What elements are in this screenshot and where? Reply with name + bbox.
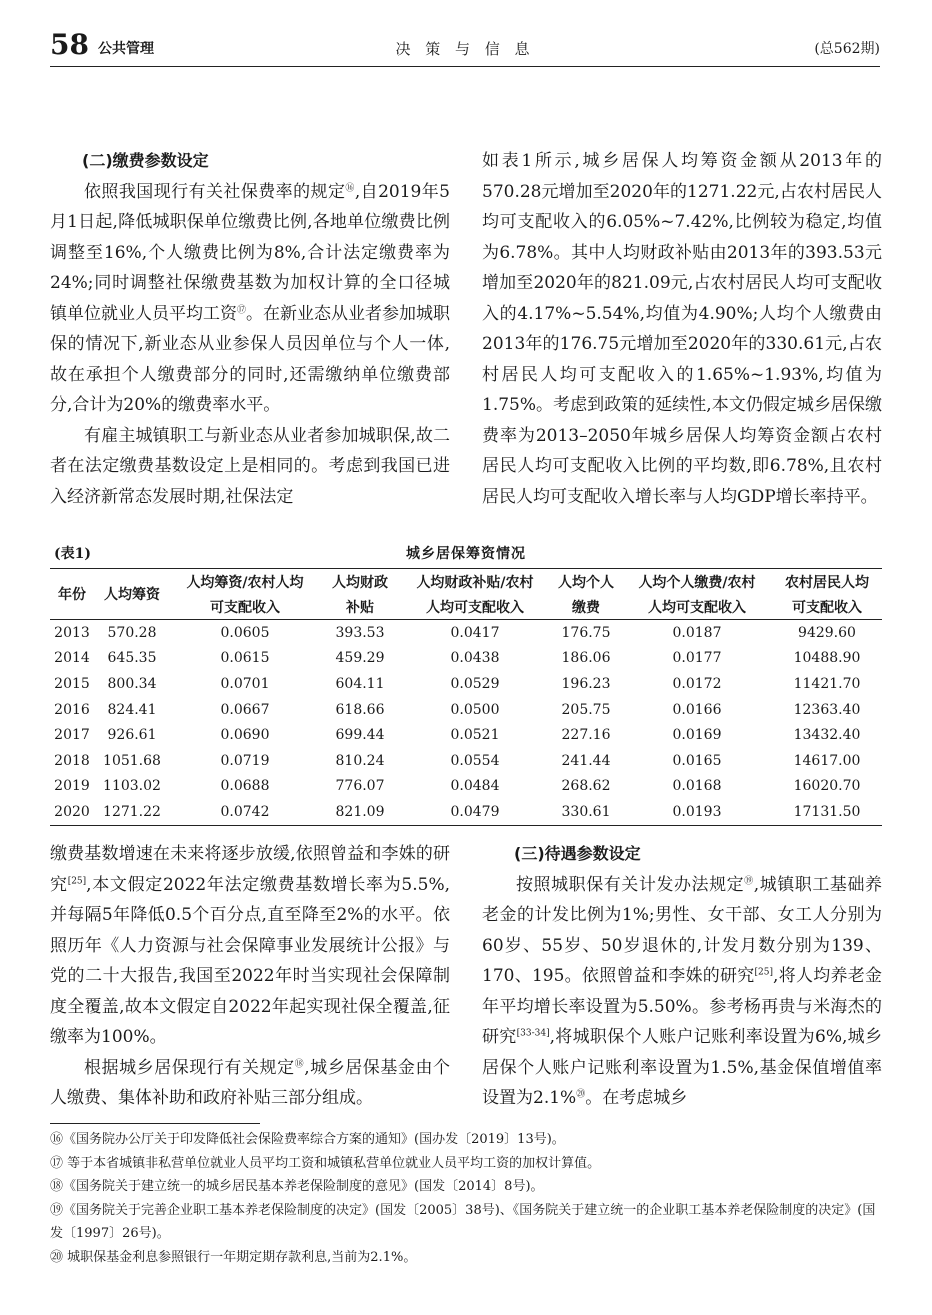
- table-row: 2016 824.41 0.0667 618.66 0.0500 205.75 0.0166 12363.40: [54, 701, 861, 718]
- col-header-personal-l2: 缴费: [550, 594, 622, 620]
- left-column-bottom: [50, 839, 450, 1114]
- col-header-funding-ratio: 人均筹资/农村人均: [186, 574, 304, 591]
- col-header-fiscal: 人均财政: [332, 574, 388, 591]
- issue-number: (总562期): [814, 41, 880, 57]
- footnote: ⑯《国务院办公厅关于印发降低社会保险费率综合方案的通知》(国办发〔2019〕13号)。: [50, 1132, 565, 1147]
- table-row: 2014 645.35 0.0615 459.29 0.0438 186.06 0.0177 10488.90: [54, 650, 861, 667]
- footnote: ⑲《国务院关于完善企业职工基本养老保险制度的决定》(国发〔2005〕38号)、《国务院关于建立统一的企业职工基本养老保险制度的决定》(国发〔1997〕26号)。: [50, 1202, 876, 1241]
- right-column-top: [482, 146, 882, 512]
- right-column-bottom: [482, 839, 882, 1114]
- col-header-fiscal-ratio: 人均财政补贴/农村: [416, 574, 534, 591]
- table-row: 2018 1051.68 0.0719 810.24 0.0554 241.44 0.0165 14617.00: [54, 752, 861, 769]
- paragraph: 有雇主城镇职工与新业态从业者参加城职保,故二者在法定缴费基数设定上是相同的。考虑到我国已进入经济新常态发展时期,社保法定: [50, 425, 450, 507]
- page-number: 58: [50, 28, 89, 61]
- footnote: ⑳ 城职保基金利息参照银行一年期定期存款利息,当前为2.1%。: [50, 1249, 417, 1265]
- col-header-fiscal-l2: 补贴: [320, 594, 400, 620]
- col-header-funding-ratio-l2: 可支配收入: [170, 594, 320, 620]
- col-header-personal: 人均个人: [558, 574, 614, 591]
- reference-mark: [25]: [754, 967, 774, 978]
- reference-mark: [25]: [67, 875, 87, 886]
- col-header-fiscal-ratio-l2: 人均可支配收入: [400, 594, 550, 620]
- col-header-personal-ratio-l2: 人均可支配收入: [622, 594, 772, 620]
- paragraph: 如表1所示,城乡居保人均筹资金额从2013年的570.28元增加至2020年的1271.22元,占农村居民人均可支配收入的6.05%~7.42%,比例较为稳定,均值为6.78%。其中人均财政补贴由2013年的393.53元增加至2020年的821.09元,占农村居民人均可支配收入的4.17%~5.54%,均值为4.90%;人均个人缴费由2013年的176.75元增加至2020年的330.61元,占农村居民人均可支配收入的1.65%~1.93%,均值为1.75%。考虑到政策的延续性,本文仍假定城乡居保缴费率为2013–2050年城乡居保人均筹资金额占农村居民人均可支配收入比例的平均数,即6.78%,且农村居民人均可支配收入增长率与人均GDP增长率持平。: [482, 151, 882, 507]
- table-row: 2013 570.28 0.0605 393.53 0.0417 176.75 0.0187 9429.60: [54, 624, 856, 641]
- table-row: 2019 1103.02 0.0688 776.07 0.0484 268.62 0.0168 16020.70: [54, 778, 861, 795]
- col-header-income: 农村居民人均: [785, 574, 869, 591]
- col-header-year: 年份: [50, 569, 94, 620]
- paragraph: 缴费基数增速在未来将逐步放缓,依照曾益和李姝的研究[25],本文假定2022年法定缴费基数增长率为5.5%,并每隔5年降低0.5个百分点,直至降至2%的水平。依照历年《人力资源与社会保障事业发展统计公报》与党的二十大报告,我国至2022年时当实现社会保障制度全覆盖,故本文假定自2022年起实现社保全覆盖,征缴率为100%。: [50, 844, 451, 1047]
- footnote-mark: ⑰: [237, 304, 247, 315]
- footnote-mark: ⑯: [345, 182, 355, 193]
- paragraph: 依照我国现行有关社保费率的规定⑯,自2019年5月1日起,降低城职保单位缴费比例,各地单位缴费比例调整至16%,个人缴费比例为8%,合计法定缴费率为24%;同时调整社保缴费基数为加权计算的全口径城镇单位就业人员平均工资⑰。在新业态从业者参加城职保的情况下,新业态从业参保人员因单位与个人一体,故在承担个人缴费部分的同时,还需缴纳单位缴费部分,合计为20%的缴费率水平。: [50, 181, 451, 415]
- page-header: [50, 30, 880, 67]
- section-heading-benefit: (三)待遇参数设定: [514, 844, 641, 863]
- table-row: 2020 1271.22 0.0742 821.09 0.0479 330.61 0.0193 17131.50: [54, 803, 861, 820]
- table-row: 2017 926.61 0.0690 699.44 0.0521 227.16 0.0169 13432.40: [54, 727, 861, 744]
- funding-table: [50, 568, 882, 826]
- section-heading-contribution: (二)缴费参数设定: [82, 151, 209, 170]
- table-row: 2015 800.34 0.0701 604.11 0.0529 196.23 0.0172 11421.70: [54, 675, 861, 692]
- table-label: (表1): [54, 546, 91, 562]
- footnote-mark: ⑱: [294, 1058, 305, 1069]
- paragraph: 按照城职保有关计发办法规定⑲,城镇职工基础养老金的计发比例为1%;男性、女干部、女工人分别为60岁、55岁、50岁退休的,计发月数分别为139、170、195。依照曾益和李姝的研究[25],将人均养老金年平均增长率设置为5.50%。参考杨再贵与米海杰的研究[33-34],将城职保个人账户记账利率设置为6%,城乡居保个人账户记账利率设置为1.5%,基金保值增值率设置为2.1%⑳。在考虑城乡: [482, 874, 882, 1108]
- footnote-mark: ⑲: [744, 875, 754, 886]
- reference-mark: [33-34]: [516, 1028, 550, 1039]
- col-header-personal-ratio: 人均个人缴费/农村: [638, 574, 756, 591]
- left-column-top: [50, 146, 450, 512]
- footnote: ⑰ 等于本省城镇非私营单位就业人员平均工资和城镇私营单位就业人员平均工资的加权计算值。: [50, 1155, 601, 1171]
- footnotes: [50, 1128, 885, 1269]
- paragraph: 根据城乡居保现行有关规定⑱,城乡居保基金由个人缴费、集体补助和政府补贴三部分组成。: [50, 1057, 451, 1108]
- footnote-divider: [50, 1123, 260, 1124]
- table-caption: [50, 543, 882, 565]
- table-title: 城乡居保筹资情况: [406, 546, 526, 562]
- footnote: ⑱《国务院关于建立统一的城乡居民基本养老保险制度的意见》(国发〔2014〕8号)。: [50, 1179, 544, 1194]
- col-header-income-l2: 可支配收入: [772, 594, 882, 620]
- col-header-funding: 人均筹资: [94, 569, 170, 620]
- journal-title: 决 策 与 信 息: [395, 40, 535, 58]
- footnote-mark: ⑳: [576, 1089, 586, 1100]
- section-name: 公共管理: [98, 41, 154, 57]
